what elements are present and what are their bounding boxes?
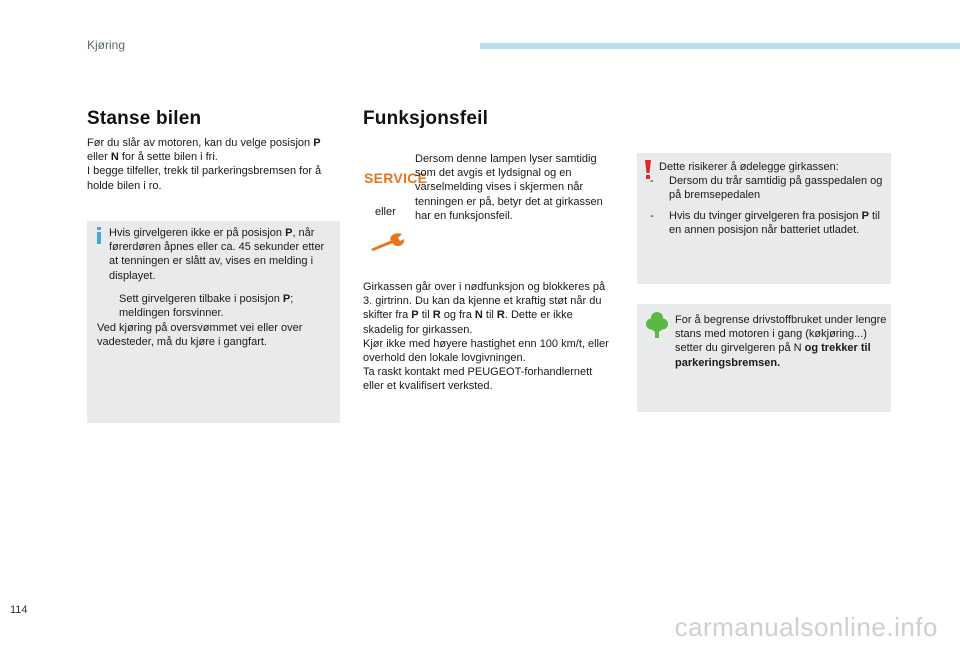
left-body [87, 136, 343, 193]
info-line-1: Hvis girvelgeren ikke er på posisjon P, når førerdøren åpnes eller ca. 45 sekunder etter at tenningen er slått av, vises en melding i displayet. [109, 227, 325, 282]
info-bullet-text: Sett girvelgeren tilbake i posisjon P; meldingen forsvinner. [119, 293, 294, 320]
eco-box [637, 304, 891, 412]
middle-title: Funksjonsfeil [363, 108, 489, 129]
eco-tree-icon [646, 312, 668, 338]
middle-para-1: Girkassen går over i nødfunksjon og blokkeres på 3. girtrinn. Du kan da kjenne et kraftig støt når du skifter fra P til R og fra N til R. Dette er ikke skadelig for girkassen. [363, 281, 606, 336]
or-label: eller [375, 206, 396, 218]
warning-intro: Dette risikerer å ødelegge girkassen: [659, 161, 839, 173]
eco-text: For å begrense drivstoffbruket under lengre stans med motoren i gang (køkjøring...) setter du girvelgeren på N og trekker til parkeringsbremsen. [675, 314, 887, 369]
service-warning-icon: SERVICE [364, 170, 428, 186]
watermark: carmanualsonline.info [674, 612, 938, 642]
wrench-icon [370, 232, 406, 252]
lamp-description: Dersom denne lampen lyser samtidig som det avgis et lydsignal og en varselmelding vises i skjermen når tenningen er på, betyr det at girkassen har en funksjonsfeil. [415, 153, 603, 222]
middle-body [363, 280, 616, 394]
dash-mark: - [650, 210, 654, 222]
section-header: Kjøring [87, 38, 126, 52]
page-number: 114 [10, 604, 28, 616]
warning-box [637, 153, 891, 284]
middle-para-2: Kjør ikke med høyere hastighet enn 100 km/t, eller overhold den lokale lovgivningen. [363, 337, 609, 365]
warning-item-2-text: Hvis du tvinger girvelgeren fra posisjon P til en annen posisjon når batteriet utladet. [669, 210, 880, 237]
warning-item-1-text: Dersom du trår samtidig på gasspedalen og på bremsepedalen [669, 175, 883, 202]
info-bullet [97, 292, 334, 320]
bullet-mark [97, 292, 119, 320]
left-title: Stanse bilen [87, 108, 202, 129]
dash-mark: - [650, 175, 654, 187]
left-para-1: Før du slår av motoren, kan du velge posisjon P eller N for å sette bilen i fri. [87, 137, 321, 164]
middle-para-3: Ta raskt kontakt med PEUGEOT-forhandlernett eller et kvalifisert verksted. [363, 366, 593, 393]
left-para-2: I begge tilfeller, trekk til parkeringsbremsen for å holde bilen i ro. [87, 165, 322, 192]
info-box [87, 221, 340, 423]
warning-item-1 [647, 174, 885, 202]
info-line-2: Ved kjøring på oversvømmet vei eller over vadesteder, må du kjøre i gangfart. [97, 322, 303, 349]
info-icon [95, 227, 105, 244]
warning-item-2 [647, 209, 885, 237]
header-bar [480, 43, 960, 49]
